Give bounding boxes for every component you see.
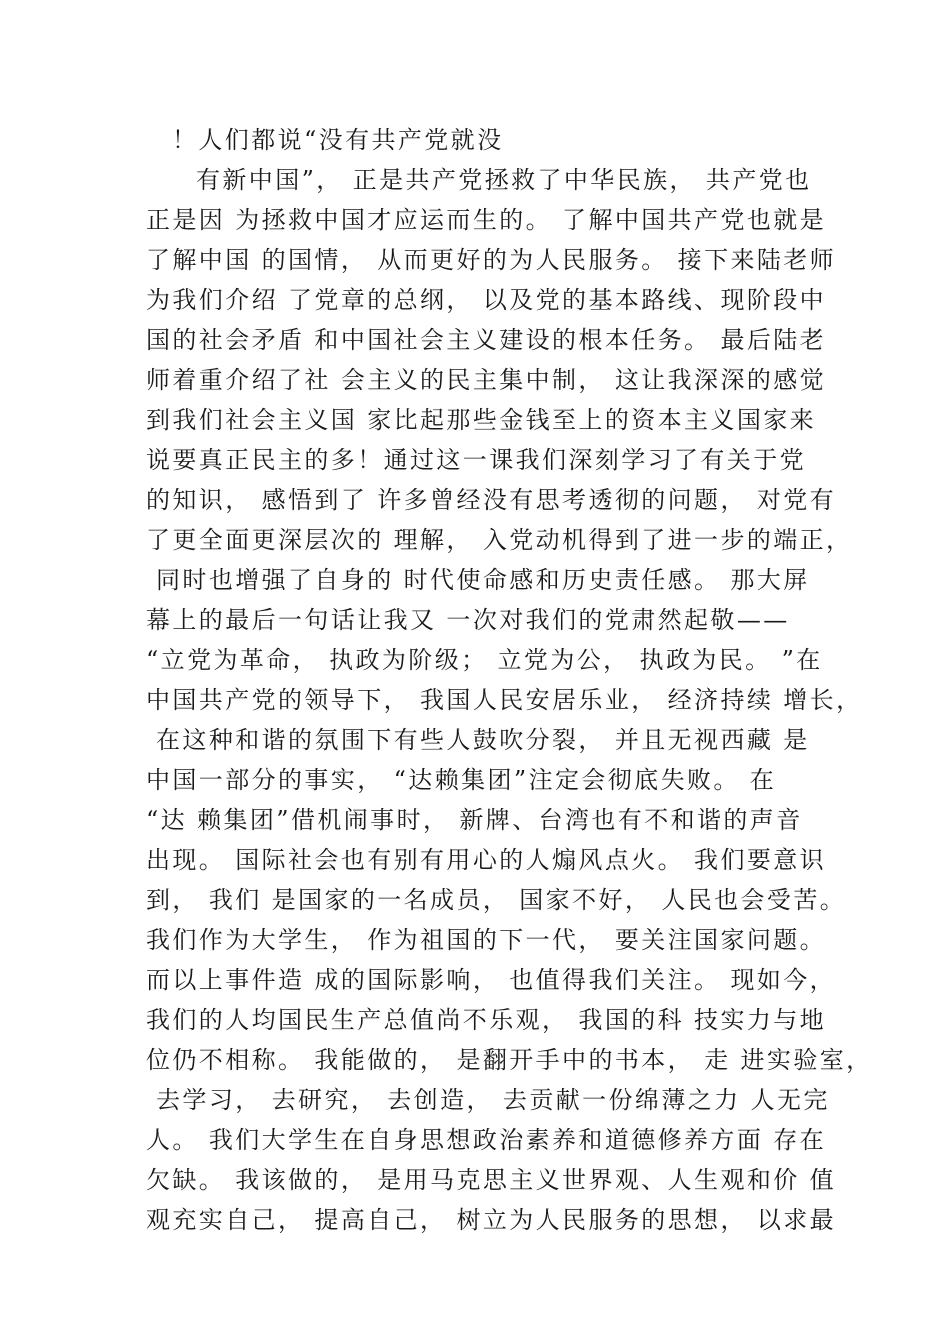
- text-line: 欠缺。 我该做的， 是用马克思主义世界观、人生观和价 值: [146, 1166, 837, 1194]
- text-line: 国的社会矛盾 和中国社会主义建设的根本任务。 最后陆老: [146, 326, 827, 354]
- text-line: 了更全面更深层次的 理解， 入党动机得到了进一步的端正，: [146, 526, 853, 554]
- text-line: 到， 我们 是国家的一名成员， 国家不好， 人民也会受苦。: [146, 886, 847, 914]
- text-line: 在这种和谐的氛围下有些人鼓吹分裂， 并且无视西藏 是: [146, 726, 810, 754]
- text-line: 我们作为大学生， 作为祖国的下一代， 要关注国家问题。: [146, 926, 827, 954]
- text-line: 正是因 为拯救中国才应运而生的。 了解中国共产党也就是: [146, 206, 827, 234]
- text-line: 中国一部分的事实， “达赖集团”注定会彻底失败。 在: [146, 766, 777, 794]
- text-line: 我们的人均国民生产总值尚不乐观， 我国的科 技实力与地: [146, 1006, 827, 1034]
- text-line: ！人们都说“没有共产党就没: [172, 126, 504, 154]
- text-line: 有新中国”， 正是共产党拯救了中华民族， 共产党也: [196, 166, 812, 194]
- text-line: 而以上事件造 成的国际影响， 也值得我们关注。 现如今，: [146, 966, 837, 994]
- text-line: 的知识， 感悟到了 许多曾经没有思考透彻的问题， 对党有: [146, 486, 837, 514]
- text-line: 同时也增强了自身的 时代使命感和历史责任感。 那大屏: [146, 566, 810, 594]
- text-line: 师着重介绍了社 会主义的民主集中制， 这让我深深的感觉: [146, 366, 827, 394]
- text-line: “达 赖集团”借机闹事时， 新牌、台湾也有不和谐的声音: [146, 806, 803, 834]
- text-line: 人。 我们大学生在自身思想政治素养和道德修养方面 存在: [146, 1126, 827, 1154]
- text-line: 说要真正民主的多！通过这一课我们深刻学习了有关于党: [146, 446, 806, 474]
- text-line: 观充实自己， 提高自己， 树立为人民服务的思想， 以求最: [146, 1206, 837, 1234]
- text-line: 位仍不相称。 我能做的， 是翻开手中的书本， 走 进实验室，: [146, 1046, 873, 1074]
- text-line: 幕上的最后一句话让我又 一次对我们的党肃然起敬——: [146, 606, 790, 634]
- text-line: 为我们介绍 了党章的总纲， 以及党的基本路线、现阶段中: [146, 286, 827, 314]
- body-text: [146, 120, 873, 1240]
- text-line: 了解中国 的国情， 从而更好的为人民服务。 接下来陆老师: [146, 246, 837, 274]
- text-line: 出现。 国际社会也有别有用心的人煽风点火。 我们要意识: [146, 846, 827, 874]
- text-line: 到我们社会主义国 家比起那些金钱至上的资本主义国家来: [146, 406, 817, 434]
- text-line: 中国共产党的领导下， 我国人民安居乐业， 经济持续 增长，: [146, 686, 863, 714]
- text-line: “立党为革命， 执政为阶级； 立党为公， 执政为民。 ”在: [146, 646, 823, 674]
- text-line: 去学习， 去研究， 去创造， 去贡献一份绵薄之力 人无完: [146, 1086, 830, 1114]
